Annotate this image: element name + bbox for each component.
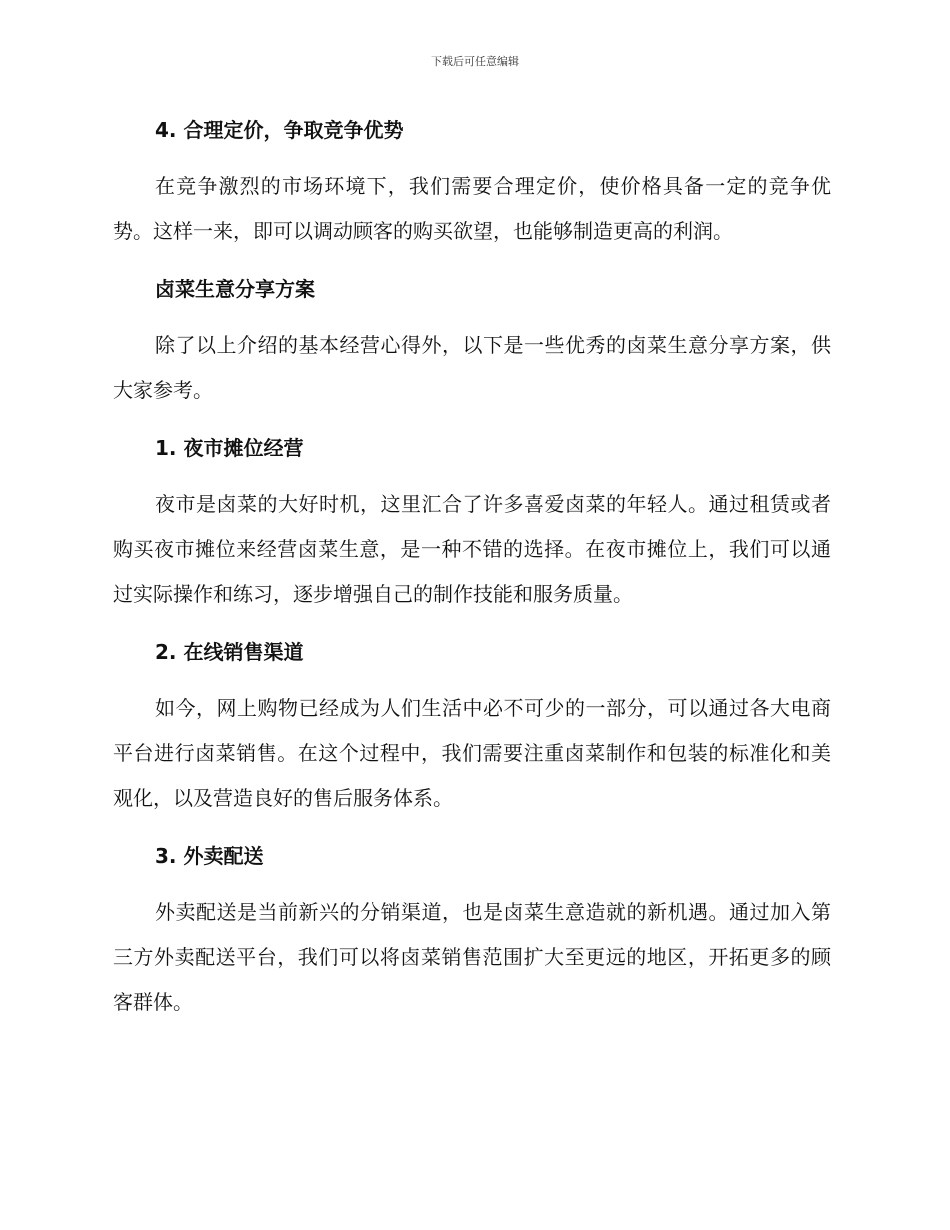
- header-note: 下载后可任意编辑: [431, 55, 519, 68]
- paragraph-online-sales: 如今，网上购物已经成为人们生活中必不可少的一部分，可以通过各大电商平台进行卤菜销售。在这个过程中，我们需要注重卤菜制作和包装的标准化和美观化，以及营造良好的售后服务体系。: [113, 696, 831, 810]
- section-heading-night-market: 1. 夜市摊位经营: [155, 436, 304, 460]
- section-heading-delivery: 3. 外卖配送: [155, 844, 264, 868]
- section-heading-sharing-plans: 卤菜生意分享方案: [155, 277, 315, 301]
- paragraph-delivery: 外卖配送是当前新兴的分销渠道，也是卤菜生意造就的新机遇。通过加入第三方外卖配送平台，我们可以将卤菜销售范围扩大至更远的地区，开拓更多的顾客群体。: [113, 900, 831, 1014]
- section-heading-pricing: 4. 合理定价，争取竞争优势: [155, 118, 404, 142]
- document-body: [113, 110, 831, 1025]
- paragraph-sharing-intro: 除了以上介绍的基本经营心得外，以下是一些优秀的卤菜生意分享方案，供大家参考。: [113, 333, 831, 402]
- paragraph-night-market: 夜市是卤菜的大好时机，这里汇合了许多喜爱卤菜的年轻人。通过租赁或者购买夜市摊位来经营卤菜生意，是一种不错的选择。在夜市摊位上，我们可以通过实际操作和练习，逐步增强自己的制作技能和服务质量。: [113, 492, 831, 606]
- paragraph-pricing: 在竞争激烈的市场环境下，我们需要合理定价，使价格具备一定的竞争优势。这样一来，即可以调动顾客的购买欲望，也能够制造更高的利润。: [113, 174, 831, 243]
- section-heading-online-sales: 2. 在线销售渠道: [155, 640, 304, 664]
